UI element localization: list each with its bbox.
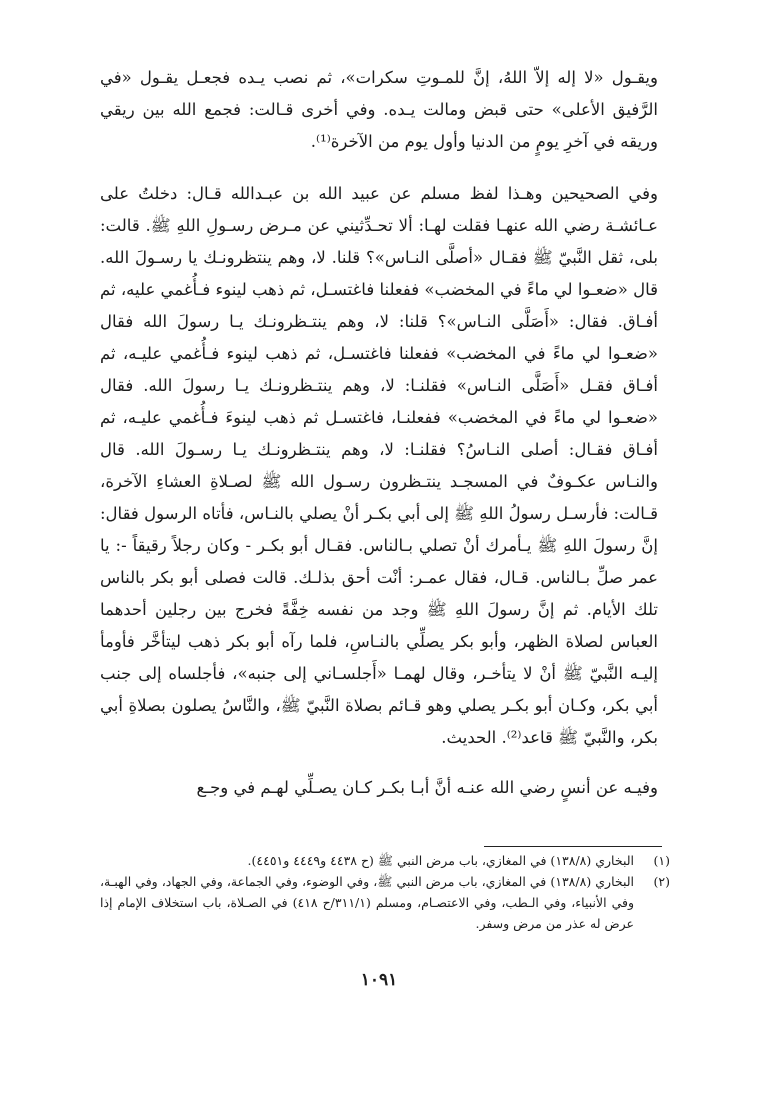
footnote-2 xyxy=(100,871,670,934)
paragraph-1: ويقـول «لا إله إلاّ اللهُ، إنَّ للمـوتِ سكرات»، ثم نصب يـده فجعـل يقـول «في الرَّفيق الأعلى» حتى قبض ومالت يـده. وفي أخرى قـالت: فجمع الله بين ريقي وريقه في آخرِ يومٍ من الدنيا وأول يوم من الآخرة⁽¹⁾. xyxy=(100,68,658,151)
main-text xyxy=(100,62,658,804)
footnote-1 xyxy=(100,850,670,871)
paragraph-3: وفيـه عن أنسٍ رضي الله عنـه أنَّ أبـا بكـر كـان يصـلِّي لهـم في وجـع xyxy=(196,778,658,797)
footnotes xyxy=(100,850,670,934)
footnote-separator xyxy=(484,846,662,847)
footnote-number: (١) xyxy=(653,853,670,868)
paragraph-2: وفي الصحيحين وهـذا لفظ مسلم عن عبيد الله بن عبـدالله قـال: دخلتُ على عـائشـة رضي الله عنهـا فقلت لهـا: ألا تحـدِّثيني عن مـرض رسـولِ اللهِ ﷺ. قالت: بلى، ثقل النَّبيّ ﷺ فقـال «أصلَّى النـاس»؟ قلنا. لا، وهم ينتظرونـك يا رسـولَ الله. قال «ضعـوا لي ماءً في المخضب» ففعلنا فاغتسـل، ثم ذهب لينوء فـأُغمي عليه، ثم أفـاق. فقال: «أَصَلَّى النـاس»؟ قلنا: لا، وهم ينتـظرونـك يـا رسولَ الله فقال «ضعـوا لي ماءً في المخضب» ففعلنا فاغتسـل، ثم ذهب لينوء فـأُغمي عليـه، ثم أفـاق فقـل «أَصَلَّى النـاس» فقلنـا: لا، وهم ينتـظرونـك يـا رسولَ الله. فقال «ضعـوا لي ماءً في المخضب» ففعلنـا، فاغتسـل ثم ذهب لينوءَ فـأُغمي عليـه، ثم أفـاق فقـال: أصلى النـاسُ؟ فقلنـا: لا، وهم ينتـظرونـك يـا رسـولَ الله. قال والنـاس عكـوفٌ في المسجـد ينتـظرون رسـول الله ﷺ لصـلاةِ العشاءِ الآخرة، قـالت: فأرسـل رسولُ اللهِ ﷺ إلى أبي بكـر أنْ يصلي بالنـاس، فأتاه الرسول فقال: إنَّ رسولَ اللهِ ﷺ يـأمرك أنْ تصلي بـالناس. فقـال أبو بكـر - وكان رجلاً رقيقاً -: يا عمر صلِّ بـالناس. قـال، فقال عمـر: أنْت أحق بذلـك. قالت فصلى أبو بكر بالناس تلك الأيام. ثم إنَّ رسولَ اللهِ ﷺ وجد من نفسه خِفَّةً فخرج بين رجلين أحدهما العباس لصلاة الظهر، وأبو بكر يصلِّي بالنـاسِ، فلما رآه أبو بكر ذهب ليتأخَّر فأومأ إليـه النَّبيّ ﷺ أنْ لا يتأخـر، وقال لهمـا «أَجلسـاني إلى جنبه»، فأجلساه إلى جنب أبي بكر، وكـان أبو بكـر يصلي وهو قـائم بصلاة النَّبيّ ﷺ، والنَّاسُ يصلون بصلاةِ أبي بكر، والنَّبيّ ﷺ قاعد⁽²⁾. الحديث. xyxy=(100,184,658,747)
footnote-text: البخاري (١٣٨/٨) في المغازي، باب مرض النبي ﷺ، وفي الوضوء، وفي الجماعة، وفي الجهاد، وفي الهبـة، وفي الأنبياء، وفي الـطب، وفي الاعتصـام، ومسلم (٣١١/١/ح ٤١٨) في الصـلاة، باب استخلاف الإمام إذا عرض له عذر من مرض وسفر. xyxy=(100,874,635,931)
footnote-number: (٢) xyxy=(653,874,670,889)
footnote-text: البخاري (١٣٨/٨) في المغازي، باب مرض النبي ﷺ (ح ٤٤٣٨ و٤٤٤٩ و٤٤٥١). xyxy=(247,853,634,868)
page-number: ١٠٩١ xyxy=(360,970,398,990)
